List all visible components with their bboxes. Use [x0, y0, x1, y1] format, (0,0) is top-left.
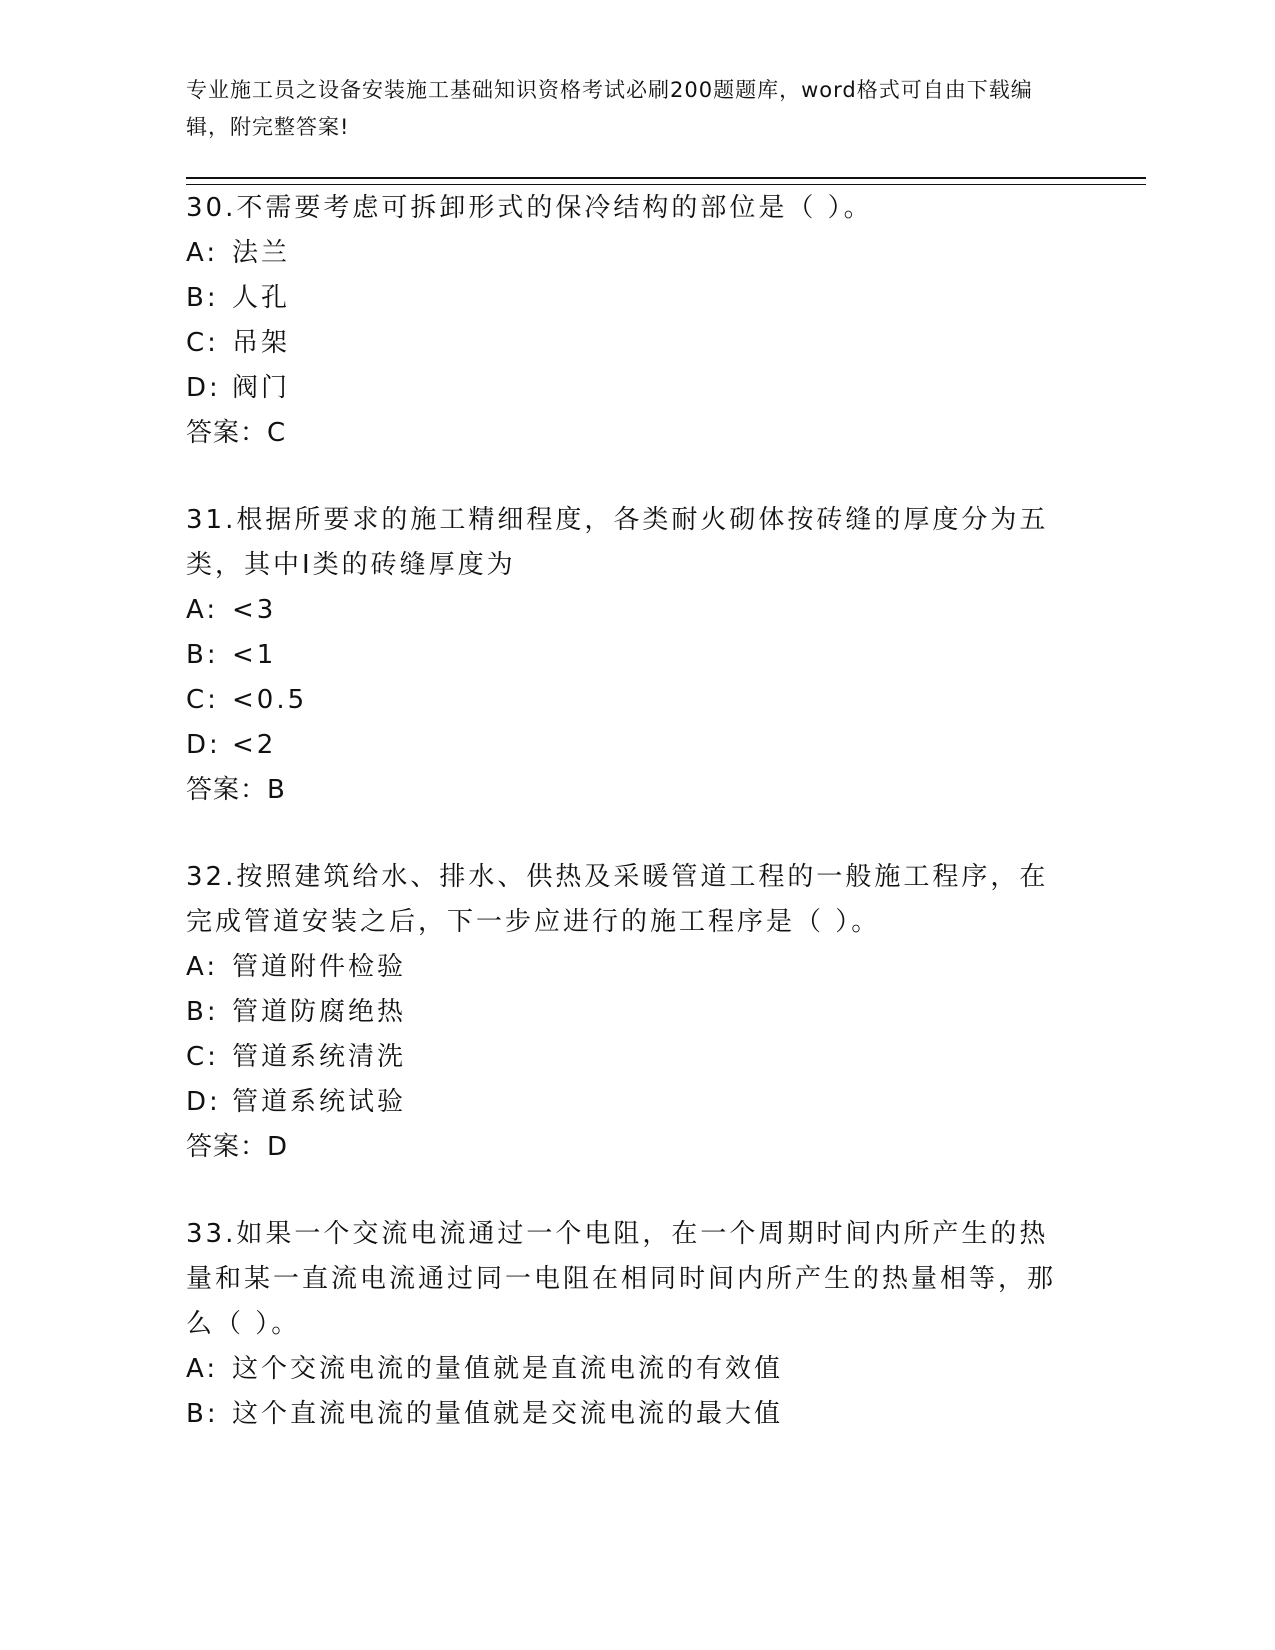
option-a	[186, 945, 1066, 990]
option-a	[186, 588, 1066, 633]
option-a	[186, 231, 1066, 276]
option-text: 人孔	[232, 283, 291, 313]
option-text: <1	[232, 640, 277, 670]
option-letter: A:	[186, 952, 219, 982]
option-text: 这个直流电流的量值就是交流电流的最大值	[232, 1399, 784, 1429]
option-letter: D:	[186, 1087, 221, 1117]
option-letter: B:	[186, 1399, 219, 1429]
option-text: <0.5	[232, 685, 308, 715]
option-c	[186, 1035, 1066, 1080]
option-letter: D:	[186, 730, 221, 760]
option-b	[186, 633, 1066, 678]
option-letter: C:	[186, 685, 219, 715]
option-c	[186, 321, 1066, 366]
option-letter: A:	[186, 595, 219, 625]
option-a	[186, 1347, 1066, 1392]
option-text: <2	[232, 730, 277, 760]
answer-line: 答案：B	[186, 775, 286, 805]
answer-line: 答案：C	[186, 418, 287, 448]
option-b	[186, 990, 1066, 1035]
option-text: 管道系统试验	[232, 1087, 407, 1117]
option-text: 吊架	[232, 328, 291, 358]
option-text: 管道防腐绝热	[232, 997, 407, 1027]
option-letter: B:	[186, 283, 219, 313]
option-b	[186, 276, 1066, 321]
question-stem: 31.根据所要求的施工精细程度，各类耐火砌体按砖缝的厚度分为五类，其中Ⅰ类的砖缝厚度为	[186, 505, 1049, 580]
answer-line: 答案：D	[186, 1132, 289, 1162]
option-text: 法兰	[232, 238, 291, 268]
option-letter: A:	[186, 1354, 219, 1384]
question-31	[186, 498, 1066, 813]
option-d	[186, 1080, 1066, 1125]
question-stem: 30.不需要考虑可拆卸形式的保冷结构的部位是（ ）。	[186, 193, 873, 223]
question-stem: 33.如果一个交流电流通过一个电阻，在一个周期时间内所产生的热量和某一直流电流通过同一电阻在相同时间内所产生的热量相等，那么（ ）。	[186, 1219, 1057, 1339]
question-list	[186, 186, 1066, 1479]
question-stem: 32.按照建筑给水、排水、供热及采暖管道工程的一般施工程序，在完成管道安装之后，下一步应进行的施工程序是（ ）。	[186, 862, 1049, 937]
option-letter: C:	[186, 328, 219, 358]
option-letter: B:	[186, 997, 219, 1027]
option-text: 管道附件检验	[232, 952, 407, 982]
option-letter: C:	[186, 1042, 219, 1072]
option-d	[186, 366, 1066, 411]
option-letter: A:	[186, 238, 219, 268]
option-text: <3	[232, 595, 277, 625]
option-b	[186, 1392, 1066, 1437]
document-header: 专业施工员之设备安装施工基础知识资格考试必刷200题题库，word格式可自由下载编辑，附完整答案!	[186, 78, 1033, 139]
option-letter: B:	[186, 640, 219, 670]
option-letter: D:	[186, 373, 221, 403]
option-text: 阀门	[232, 373, 291, 403]
question-32	[186, 855, 1066, 1170]
option-d	[186, 723, 1066, 768]
option-text: 这个交流电流的量值就是直流电流的有效值	[232, 1354, 784, 1384]
question-33	[186, 1212, 1066, 1437]
question-30	[186, 186, 1066, 456]
option-c	[186, 678, 1066, 723]
option-text: 管道系统清洗	[232, 1042, 407, 1072]
header-divider	[186, 177, 1146, 185]
